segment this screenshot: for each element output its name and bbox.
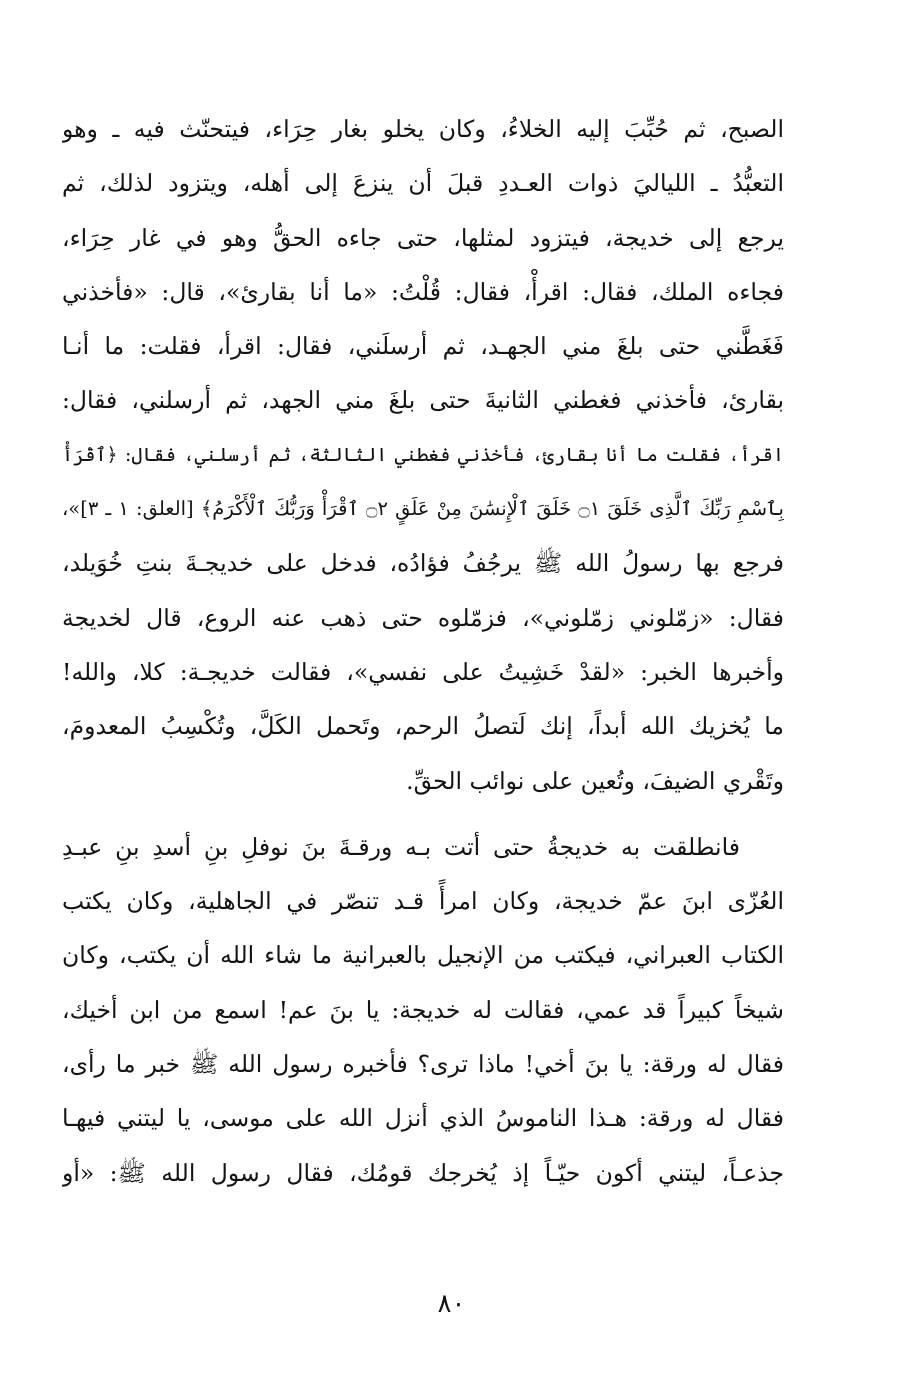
- text-line: فقال له ورقة: هـذا الناموسُ الذي أنزل الله على موسى، يا ليتني فيهـا: [62, 1104, 784, 1133]
- text-line: فقال له ورقة: يا بنَ أخي! ماذا ترى؟ فأخبره رسول الله ﷺ خبر ما رأى،: [62, 1050, 784, 1079]
- text-line: الكتاب العبراني، فيكتب من الإنجيل بالعبرانية ما شاء الله أن يكتب، وكان: [62, 941, 784, 970]
- text-line: التعبُّدُ ـ اللياليَ ذوات العـددِ قبلَ أن ينزعَ إلى أهله، ويتزود لذلك، ثم: [62, 169, 784, 198]
- text-line: فرجع بها رسولُ الله ﷺ يرجُفُ فؤادُه، فدخل على خديجـةَ بنتِ خُوَيلد،: [62, 549, 784, 578]
- text-line: جذعـاً، ليتني أكون حيّـاً إذ يُخرجك قومُك، فقال رسول الله ﷺ: «أو: [62, 1158, 784, 1187]
- body-text: [62, 102, 784, 1200]
- text-line: وتَقْري الضيفَ، وتُعين على نوائب الحقِّ.: [406, 766, 784, 795]
- text-line: وأخبرها الخبر: «لقدْ خَشِيتُ على نفسي»، فقالت خديجـة: كلا، والله!: [62, 657, 784, 686]
- text-line: فجاءه الملك، فقال: اقرأْ، فقال: قُلْتُ: «ما أنا بقارئ»، قال: «فأخذني: [62, 277, 784, 306]
- text-line: اقرأ، فقلت ما أنا بقارئ، فأخذني فغطني الثالثة، ثم أرسلني، فقال: ﴿ٱقْرَأْ: [62, 443, 784, 466]
- quran-verse-line: بِٱسْمِ رَبِّكَ ٱلَّذِى خَلَقَ ۝١ خَلَقَ ٱلْإِنسَٰنَ مِنْ عَلَقٍ ۝٢ ٱقْرَأْ وَرَبُّكَ ٱلْأَكْرَمُ﴾ [العلق: ١ ـ ٣]»،: [62, 497, 784, 521]
- paragraph: [62, 102, 784, 808]
- text-line: ما يُخزيك الله أبداً، إنك لَتصلُ الرحم، وتَحمل الكَلَّ، وتُكْسِبُ المعدومَ،: [62, 712, 784, 741]
- text-line: فانطلقت به خديجةُ حتى أتت بـه ورقـةَ بنَ نوفلِ بنِ أسدِ بنِ عبـدِ: [62, 832, 740, 861]
- text-line: فَغَطَّني حتى بلغَ مني الجهـد، ثم أرسلَني، فقال: اقرأ، فقلت: ما أنـا: [62, 332, 784, 361]
- text-line: بقارئ، فأخذني فغطني الثانيةَ حتى بلغَ مني الجهد، ثم أرسلني، فقال:: [62, 386, 784, 415]
- text-line: العُزّى ابنَ عمّ خديجة، وكان امرأً قـد تنصّر في الجاهلية، وكان يكتب: [62, 887, 784, 916]
- text-line: يرجع إلى خديجة، فيتزود لمثلها، حتى جاءه الحقُّ وهو في غار حِرَاء،: [62, 223, 784, 252]
- text-line: شيخاً كبيراً قد عمي، فقالت له خديجة: يا بنَ عم! اسمع من ابن أخيك،: [62, 995, 784, 1024]
- text-line: فقال: «زمّلوني زمّلوني»، فزمّلوه حتى ذهب عنه الروع، قال لخديجة: [62, 603, 784, 632]
- page-number: ٨٠: [437, 1289, 466, 1319]
- text-line: الصبح، ثم حُبِّبَ إليه الخلاءُ، وكان يخلو بغار حِرَاء، فيتحنّث فيه ـ وهو: [62, 115, 784, 143]
- paragraph: [62, 820, 784, 1200]
